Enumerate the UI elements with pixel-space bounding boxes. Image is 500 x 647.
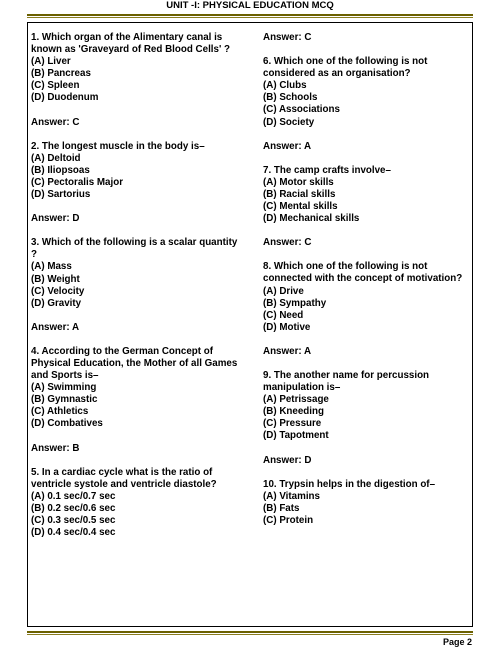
answer-option: (A) Drive bbox=[263, 285, 304, 297]
answer-option: (C) Pressure bbox=[263, 418, 322, 430]
answer-option: (A) Deltoid bbox=[31, 152, 81, 164]
question-text: 8. Which one of the following is not connected with the concept of motivation? bbox=[263, 261, 463, 285]
question-text: 2. The longest muscle in the body is– bbox=[31, 140, 205, 152]
question-block bbox=[31, 32, 243, 129]
answer-option: (D) Mechanical skills bbox=[263, 213, 360, 225]
answer-option: (B) Gymnastic bbox=[31, 394, 98, 406]
answer-key: Answer: A bbox=[31, 321, 80, 333]
answer-option: (D) Tapotment bbox=[263, 430, 329, 442]
question-text: 10. Trypsin helps in the digestion of– bbox=[263, 478, 436, 490]
answer-option: (C) Velocity bbox=[31, 285, 85, 297]
answer-option: (B) Iliopsoas bbox=[31, 164, 90, 176]
question-block bbox=[31, 141, 243, 226]
answer-option: (A) Motor skills bbox=[263, 176, 334, 188]
answer-option: (C) Associations bbox=[263, 104, 340, 116]
answer-option: (A) 0.1 sec/0.7 sec bbox=[31, 490, 116, 502]
question-text: 3. Which of the following is a scalar quantity ? bbox=[31, 237, 238, 261]
answer-option: (B) Kneeding bbox=[263, 406, 324, 418]
answer-key: Answer: D bbox=[263, 454, 312, 466]
header-title: UNIT -I: PHYSICAL EDUCATION MCQ bbox=[166, 0, 334, 11]
content-frame bbox=[27, 22, 473, 627]
answer-option: (A) Swimming bbox=[31, 382, 97, 394]
footer-rule bbox=[27, 631, 473, 633]
header-rule bbox=[27, 14, 473, 16]
question-text: 4. According to the German Concept of Physical Education, the Mother of all Games and Sports is– bbox=[31, 345, 238, 382]
page-header bbox=[0, 0, 500, 14]
question-block bbox=[263, 56, 475, 153]
answer-option: (A) Vitamins bbox=[263, 490, 320, 502]
answer-option: (D) Motive bbox=[263, 321, 311, 333]
answer-option: (B) Schools bbox=[263, 92, 318, 104]
question-text: 9. The another name for percussion manipulation is– bbox=[263, 369, 430, 394]
answer-option: (A) Clubs bbox=[263, 80, 307, 92]
question-block bbox=[263, 370, 475, 467]
page-number: Page 2 bbox=[442, 637, 472, 647]
footer-rule-thin bbox=[27, 634, 473, 635]
answer-option: (D) 0.4 sec/0.4 sec bbox=[31, 527, 116, 539]
answer-option: (C) Mental skills bbox=[263, 201, 338, 213]
answer-option: (A) Mass bbox=[31, 261, 72, 273]
answer-option: (C) Athletics bbox=[31, 406, 89, 418]
answer-option: (D) Combatives bbox=[31, 418, 103, 430]
answer-option: (C) 0.3 sec/0.5 sec bbox=[31, 515, 116, 526]
right-column bbox=[263, 32, 475, 527]
question-block bbox=[263, 32, 475, 44]
answer-option: (D) Duodenum bbox=[31, 92, 99, 104]
answer-key: Answer: C bbox=[263, 32, 312, 43]
answer-key: Answer: B bbox=[31, 442, 80, 454]
question-text: 7. The camp crafts involve– bbox=[263, 164, 391, 176]
answer-option: (C) Protein bbox=[263, 514, 314, 526]
answer-option: (B) Fats bbox=[263, 502, 300, 514]
question-block bbox=[263, 479, 475, 527]
question-block bbox=[263, 165, 475, 250]
header-rule-thin bbox=[27, 17, 473, 18]
answer-key: Answer: A bbox=[263, 345, 312, 357]
question-text: 5. In a cardiac cycle what is the ratio of ventricle systole and ventricle diastole? bbox=[31, 466, 217, 490]
answer-key: Answer: C bbox=[263, 237, 312, 249]
answer-option: (C) Need bbox=[263, 309, 304, 321]
question-text: 6. Which one of the following is not considered as an organisation? bbox=[263, 56, 428, 80]
question-block bbox=[31, 346, 243, 455]
answer-option: (A) Liver bbox=[31, 56, 71, 68]
answer-key: Answer: A bbox=[263, 140, 312, 152]
answer-option: (A) Petrissage bbox=[263, 394, 329, 406]
question-block bbox=[31, 467, 243, 540]
answer-option: (B) Racial skills bbox=[263, 188, 336, 200]
answer-key: Answer: C bbox=[31, 116, 80, 128]
answer-option: (B) Sympathy bbox=[263, 297, 327, 309]
question-text: 1. Which organ of the Alimentary canal is known as 'Graveyard of Red Blood Cells' ? bbox=[31, 32, 231, 56]
question-block bbox=[263, 261, 475, 358]
answer-option: (D) Gravity bbox=[31, 297, 82, 309]
left-column bbox=[31, 32, 243, 539]
answer-option: (D) Sartorius bbox=[31, 189, 91, 201]
question-block bbox=[31, 237, 243, 334]
answer-key: Answer: D bbox=[31, 213, 80, 225]
answer-option: (B) 0.2 sec/0.6 sec bbox=[31, 502, 116, 514]
answer-option: (D) Society bbox=[263, 116, 315, 128]
answer-option: (B) Weight bbox=[31, 273, 80, 285]
answer-option: (C) Pectoralis Major bbox=[31, 176, 124, 188]
answer-option: (C) Spleen bbox=[31, 80, 80, 92]
answer-option: (B) Pancreas bbox=[31, 68, 91, 80]
